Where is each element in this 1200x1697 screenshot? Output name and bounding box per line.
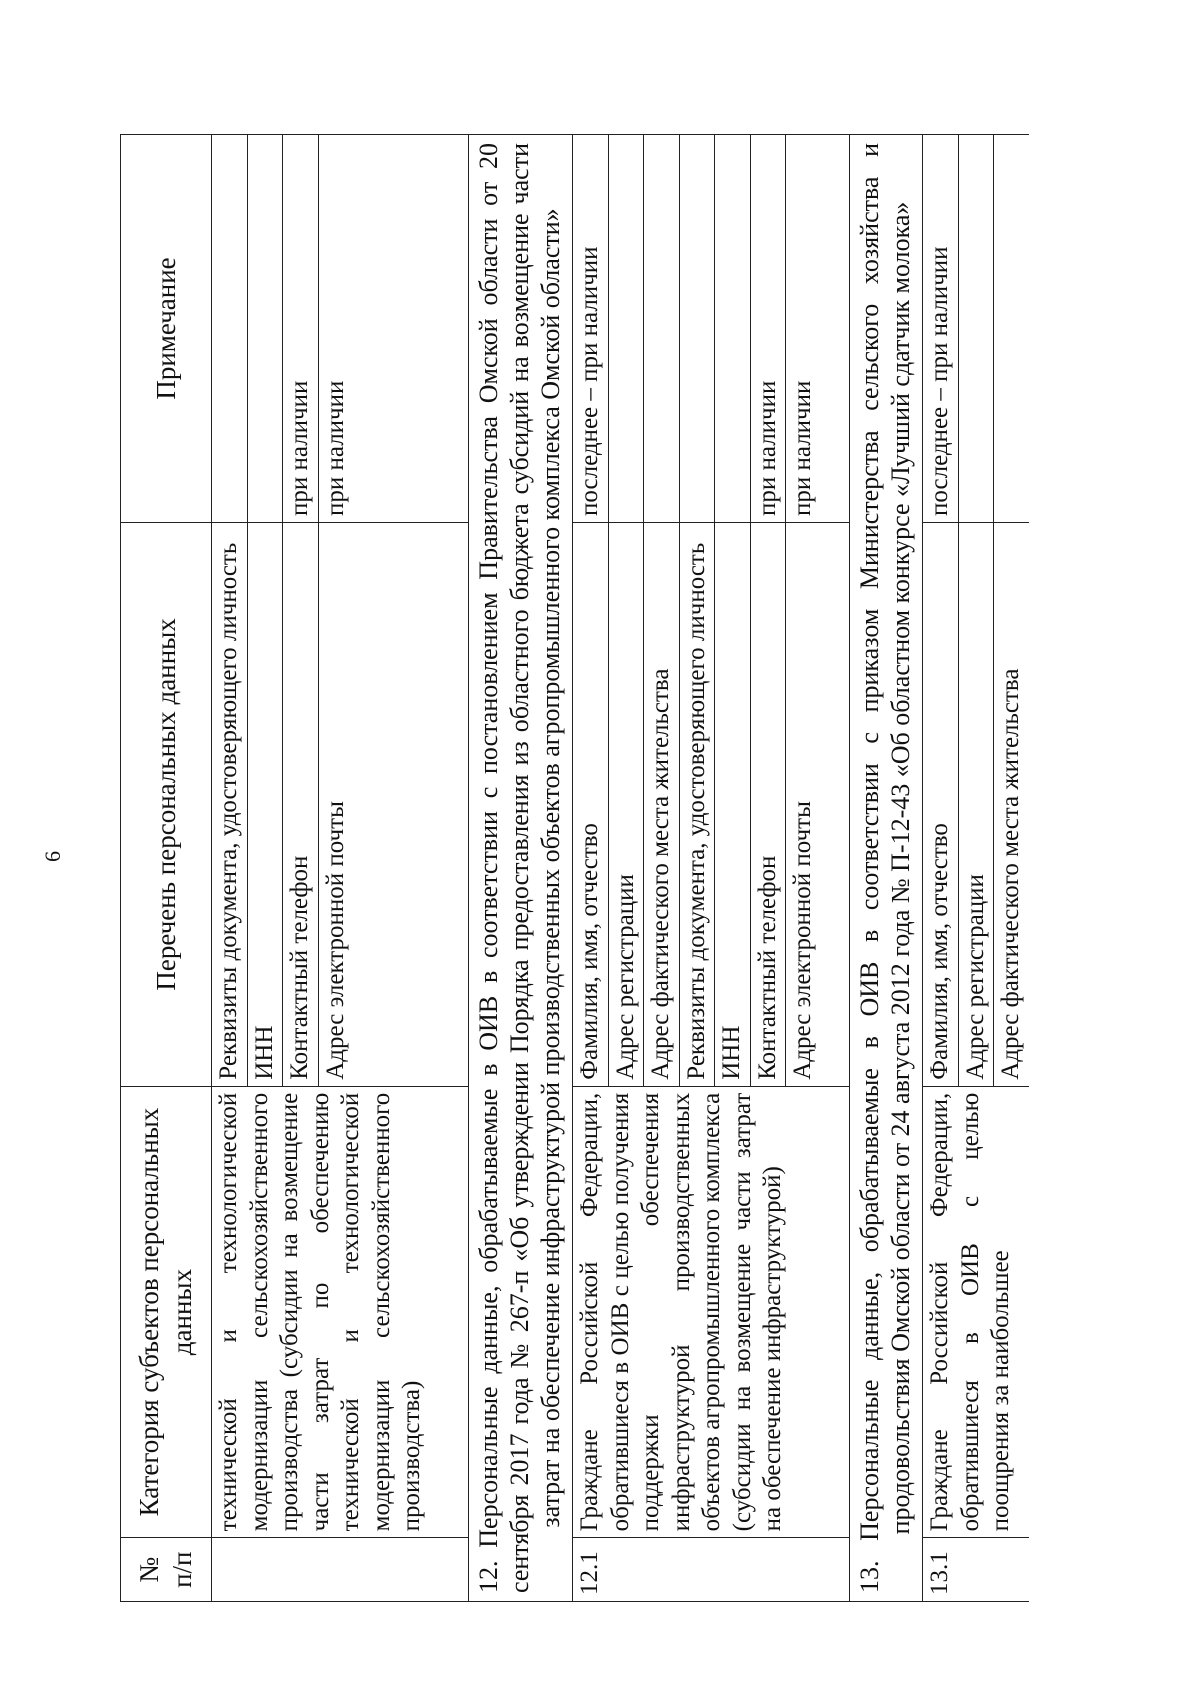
data-item-cell: Адрес электронной почты [318,523,468,1087]
data-item-cell: Адрес регистрации [958,523,994,1087]
data-item-cell: Реквизиты документа, удостоверяющего личность [679,523,715,1087]
section-13-title: 13. Персональные данные, обрабатываемые в ОИВ в соответствии с приказом Министерства сельского хозяйства и продовольствия Омской области от 24 августа 2012 года № П-12-43 «Об областном конкурсе «Лучший сдатчик молока» [850,135,923,1602]
note-cell [644,135,680,523]
category-cell: Граждане Российской Федерации, обратившиеся в ОИВ с целью поощрения за наибольшее [923,1086,1029,1538]
data-item-cell: Адрес регистрации [608,523,644,1087]
note-cell [715,135,751,523]
note-cell: при наличии [283,135,319,523]
section-12-title: 12. Персональные данные, обрабатываемые в ОИВ в соответствии с постановлением Правительства Омской области от 20 сентября 2017 года № 267-п «Об утверждении Порядка предоставления из областного бюджета субсидий на возмещение части затрат на обеспечение инфраструктурой производственных объектов агропромышленного комплекса Омской области» [468,135,573,1602]
note-cell: при наличии [318,135,468,523]
personal-data-table [120,134,1029,1602]
note-cell: последнее – при наличии [923,135,959,523]
page-number: 6 [40,851,65,862]
data-item-cell: Фамилия, имя, отчество [573,523,609,1087]
table-row [923,135,959,1602]
category-cell: Граждане Российской Федерации, обратившиеся в ОИВ с целью получения поддержки обеспечения инфраструктурой производственных объектов агропромышленного комплекса (субсидии на возмещение части затрат на обеспечение инфраструктурой) [573,1086,850,1538]
note-cell [212,135,248,523]
header-data-list: Перечень персональных данных [121,523,212,1087]
data-item-cell: ИНН [247,523,283,1087]
note-cell: при наличии [786,135,850,523]
category-cell: технической и технологической модернизации сельскохозяйственного производства (субсидии на возмещение части затрат по обеспечению технической и технологической модернизации сельскохозяйственного производства) [212,1086,469,1538]
note-cell [247,135,283,523]
section-title-row [468,135,573,1602]
note-cell: при наличии [750,135,786,523]
table-row [212,135,248,1602]
data-item-cell: ИНН [715,523,751,1087]
header-number: № п/п [121,1538,212,1602]
note-cell [994,135,1029,523]
row-number-cell: 12.1 [573,1538,850,1602]
personal-data-table-sheet [120,134,1102,1602]
note-cell [608,135,644,523]
data-item-cell: Контактный телефон [750,523,786,1087]
data-item-cell: Реквизиты документа, удостоверяющего личность [212,523,248,1087]
data-item-cell: Контактный телефон [283,523,319,1087]
header-category: Категория субъектов персональных данных [121,1086,212,1538]
section-title-row [850,135,923,1602]
row-number-cell [212,1538,469,1602]
data-item-cell: Адрес фактического места жительства [644,523,680,1087]
note-cell [679,135,715,523]
header-note: Примечание [121,135,212,523]
table-row [573,135,609,1602]
data-item-cell: Адрес фактического места жительства [994,523,1029,1087]
row-number-cell: 13.1 [923,1538,1029,1602]
note-cell [958,135,994,523]
data-item-cell: Фамилия, имя, отчество [923,523,959,1087]
data-item-cell: Адрес электронной почты [786,523,850,1087]
note-cell: последнее – при наличии [573,135,609,523]
table-header-row [121,135,212,1602]
